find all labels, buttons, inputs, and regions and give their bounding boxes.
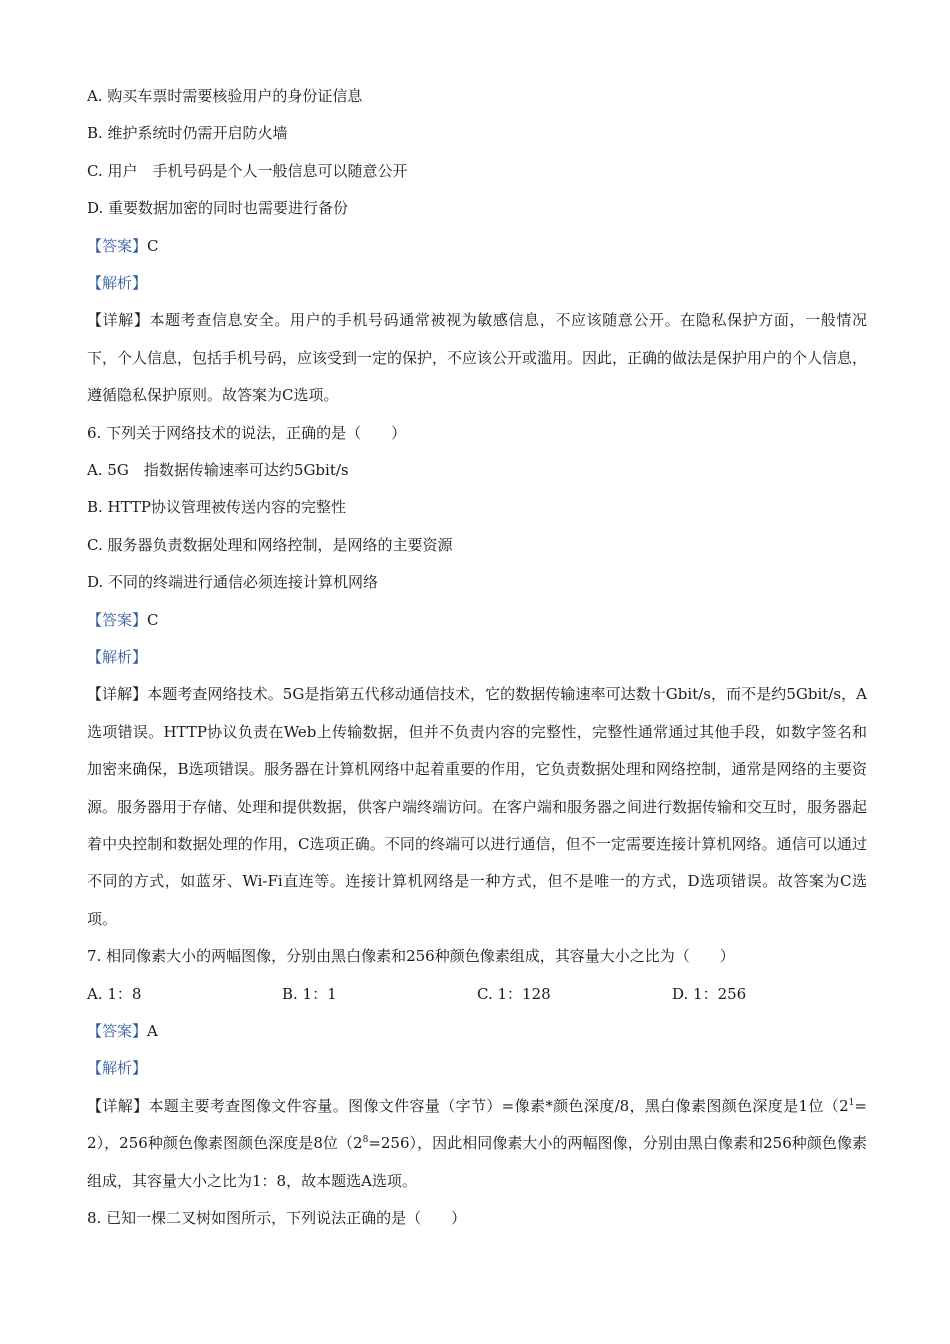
q6-stem: 6. 下列关于网络技术的说法，正确的是（ ） bbox=[87, 423, 407, 442]
q5-option-d: D. 重要数据加密的同时也需要进行备份 bbox=[87, 199, 349, 218]
q6-option-b: B. HTTP协议管理被传送内容的完整性 bbox=[87, 498, 347, 517]
q8-stem: 8. 已知一棵二叉树如图所示，下列说法正确的是（ ） bbox=[87, 1208, 467, 1227]
exponent-1: 1 bbox=[848, 1097, 855, 1108]
q7-detail bbox=[87, 1088, 867, 1200]
detail-text-3: =256），因此相同像素大小的两幅图像，分别由黑白像素和256种颜色像素组成，其容量大小之比为1：8，故本题选A选项。 bbox=[87, 1134, 867, 1190]
detail-tag: 【详解】 bbox=[87, 685, 148, 704]
q6-option-d: D. 不同的终端进行通信必须连接计算机网络 bbox=[87, 573, 379, 592]
document-page bbox=[87, 78, 867, 1237]
q6-answer bbox=[87, 602, 867, 639]
q5-option-b: B. 维护系统时仍需开启防火墙 bbox=[87, 124, 288, 143]
q5-option-a: A. 购买车票时需要核验用户的身份证信息 bbox=[87, 87, 363, 105]
answer-value: A bbox=[147, 1021, 158, 1040]
q5-analysis-tag: 【解析】 bbox=[87, 273, 148, 292]
q6-option-c: C. 服务器负责数据处理和网络控制，是网络的主要资源 bbox=[87, 535, 453, 554]
q5-answer bbox=[87, 228, 867, 265]
detail-text-2: =2），256种颜色像素图颜色深度是8位（2 bbox=[87, 1096, 867, 1153]
q7-answer bbox=[87, 1013, 867, 1050]
q6-option-a: A. 5G 指数据传输速率可达约5Gbit/s bbox=[87, 460, 349, 479]
detail-tag: 【详解】 bbox=[87, 311, 150, 330]
answer-value: C bbox=[147, 610, 159, 629]
q7-analysis-tag: 【解析】 bbox=[87, 1059, 148, 1078]
detail-tag: 【详解】 bbox=[87, 1096, 149, 1115]
detail-text: 本题考查信息安全。用户的手机号码通常被视为敏感信息，不应该随意公开。在隐私保护方面，一般情况下，个人信息，包括手机号码，应该受到一定的保护，不应该公开或滥用。因此，正确的做法是保护用户的个人信息，遵循隐私保护原则。故答案为C选项。 bbox=[87, 311, 868, 405]
q7-option-a: A. 1：8 bbox=[87, 984, 142, 1003]
q6-analysis-tag: 【解析】 bbox=[87, 647, 148, 666]
q7-option-b: B. 1：1 bbox=[282, 984, 337, 1003]
q7-options bbox=[87, 976, 867, 1013]
q7-option-c: C. 1：128 bbox=[477, 984, 551, 1003]
exponent-8: 8 bbox=[362, 1135, 369, 1146]
q6-detail bbox=[87, 676, 867, 938]
q5-detail bbox=[87, 302, 867, 414]
detail-text: 本题考查网络技术。5G是指第五代移动通信技术，它的数据传输速率可达数十Gbit/s，而不是约5Gbit/s，A选项错误。HTTP协议负责在Web上传输数据，但并不负责内容的完整性，完整性通常通过其他手段，如数字签名和加密来确保，B选项错误。服务器在计算机网络中起着重要的作用，它负责数据处理和网络控制，通常是网络的主要资源。服务器用于存储、处理和提供数据，供客户端终端访问。在客户端和服务器之间进行数据传输和交互时，服务器起着中央控制和数据处理的作用，C选项正确。不同的终端可以进行通信，但不一定需要连接计算机网络。通信可以通过不同的方式，如蓝牙、Wi-Fi直连等。连接计算机网络是一种方式，但不是唯一的方式，D选项错误。故答案为C选项。 bbox=[87, 685, 868, 928]
answer-tag: 【答案】 bbox=[87, 610, 148, 629]
answer-tag: 【答案】 bbox=[87, 236, 148, 255]
answer-tag: 【答案】 bbox=[87, 1021, 148, 1040]
q5-option-c: C. 用户 手机号码是个人一般信息可以随意公开 bbox=[87, 161, 408, 180]
q7-option-d: D. 1：256 bbox=[672, 984, 747, 1003]
detail-text-1: 本题主要考查图像文件容量。图像文件容量（字节）=像素*颜色深度/8，黑白像素图颜色深度是1位（2 bbox=[148, 1096, 849, 1115]
answer-value: C bbox=[147, 236, 159, 255]
q7-stem: 7. 相同像素大小的两幅图像，分别由黑白像素和256种颜色像素组成，其容量大小之比为（ ） bbox=[87, 947, 735, 966]
